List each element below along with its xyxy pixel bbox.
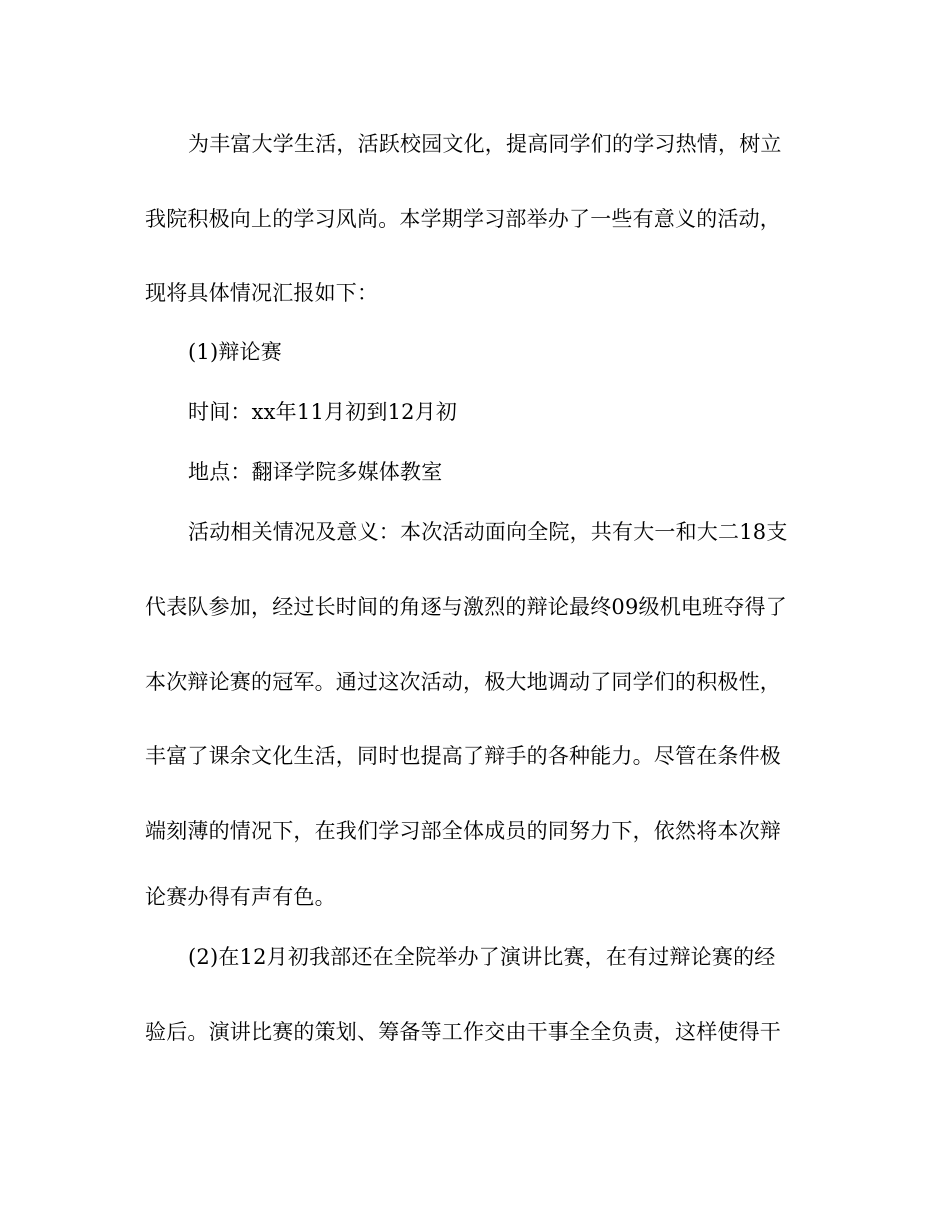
paragraph-3-line-2: 验后。演讲比赛的策划、筹备等工作交由干事全全负责，这样使得干	[145, 1020, 781, 1044]
section-heading-debate: (1)辩论赛	[188, 340, 282, 364]
paragraph-2-line-3: 本次辩论赛的冠军。通过这次活动，极大地调动了同学们的积极性，	[145, 670, 781, 694]
paragraph-2-line-2: 代表队参加，经过长时间的角逐与激烈的辩论最终09级机电班夺得了	[145, 595, 787, 619]
paragraph-2-line-1: 活动相关情况及意义：本次活动面向全院，共有大一和大二18支	[188, 520, 788, 544]
paragraph-1-line-2: 我院积极向上的学习风尚。本学期学习部举办了一些有意义的活动，	[145, 207, 781, 231]
debate-time: 时间：xx年11月初到12月初	[188, 400, 458, 424]
paragraph-2-line-5: 端刻薄的情况下，在我们学习部全体成员的同努力下，依然将本次辩	[145, 819, 781, 843]
paragraph-2-line-4: 丰富了课余文化生活，同时也提高了辩手的各种能力。尽管在条件极	[145, 744, 781, 768]
debate-location: 地点：翻译学院多媒体教室	[188, 460, 443, 484]
paragraph-1-line-3: 现将具体情况汇报如下：	[145, 281, 379, 305]
paragraph-1-line-1: 为丰富大学生活，活跃校园文化，提高同学们的学习热情，树立	[188, 132, 782, 156]
paragraph-2-line-6: 论赛办得有声有色。	[145, 885, 336, 909]
paragraph-3-line-1: (2)在12月初我部还在全院举办了演讲比赛，在有过辩论赛的经	[188, 945, 776, 969]
